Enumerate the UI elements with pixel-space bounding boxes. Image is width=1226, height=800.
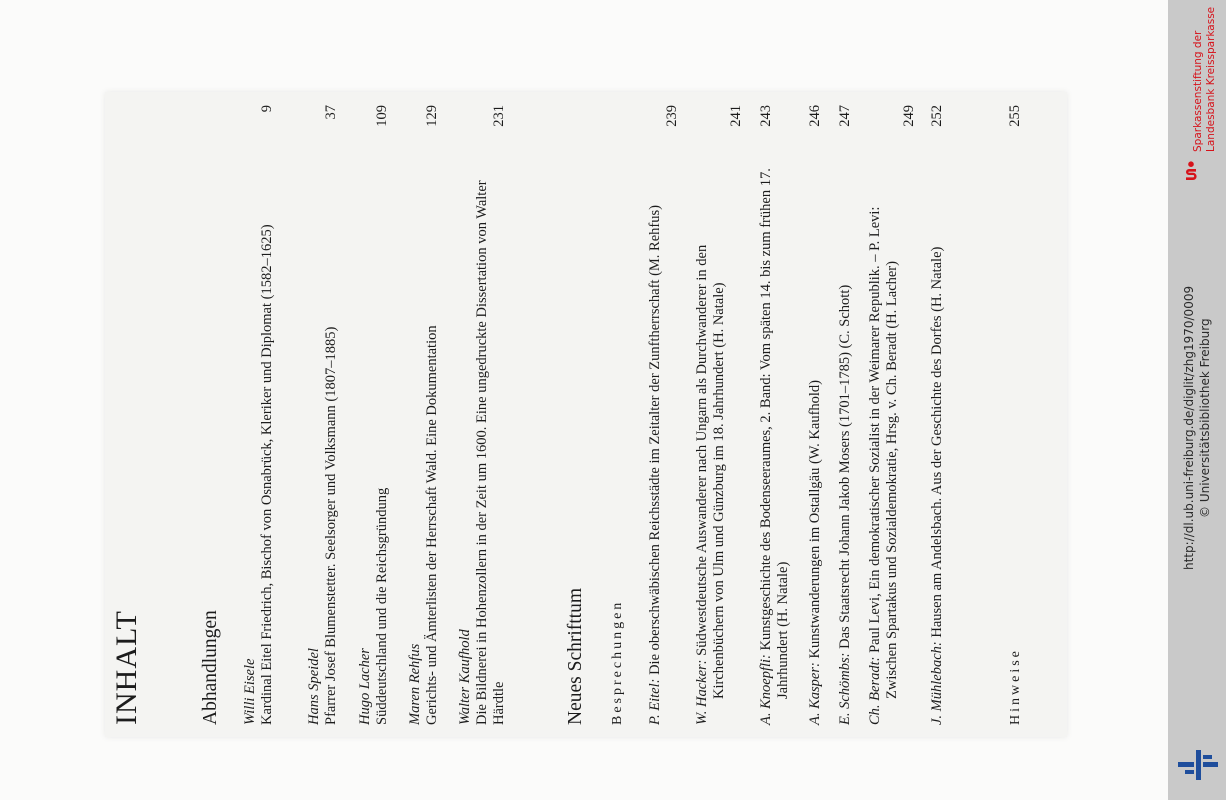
copyright-notice: © Universitätsbibliothek Freiburg: [1198, 318, 1212, 518]
hinweise-page: 255: [1007, 105, 1023, 127]
review-author: Ch. Beradt:: [867, 656, 883, 725]
review-author: A. Knoepfli:: [758, 654, 774, 725]
article-title: Kardinal Eitel Friedrich, Bischof von Osnabrück, Kleriker und Diplomat (1582–1625): [259, 224, 275, 725]
review-6: [867, 105, 917, 725]
review-author: A. Kasper:: [807, 662, 823, 725]
university-library-logo-icon: [1176, 748, 1220, 782]
review-title: Paul Levi, Ein demokratischer Sozialist in der Weimarer Republik. – P. Levi: Zwischen Spartakus und Sozialdemokratie, Hrsg. v. Ch. Beradt (H. Lacher): [867, 206, 900, 699]
article-5: [457, 105, 508, 725]
review-author: P. Eitel:: [647, 678, 663, 725]
review-5: [837, 105, 854, 725]
article-title: Süddeutschland und die Reichsgründung: [374, 487, 390, 725]
review-title: Die oberschwäbischen Reichsstädte im Zeitalter der Zunftherrschaft (M. Rehfus): [647, 205, 663, 675]
article-author: Hugo Lacher: [357, 648, 373, 725]
review-title: Das Staatsrecht Johann Jakob Mosers (1701–1785) (C. Schott): [837, 284, 853, 649]
review-1: [647, 105, 680, 725]
review-page: 252: [929, 105, 945, 127]
article-page: 37: [323, 105, 339, 120]
article-4: [407, 105, 441, 725]
section-hinweise: Hinweise: [1008, 648, 1023, 725]
review-title: Kunstwanderungen im Ostallgäu (W. Kaufhold): [807, 380, 823, 659]
review-page: 239: [664, 105, 680, 127]
section-besprechungen: Besprechungen: [610, 599, 625, 725]
hinweise-row: [1007, 105, 1024, 725]
review-3: [758, 105, 792, 725]
review-author: E. Schömbs:: [837, 652, 853, 725]
sparkasse-logo-icon: [1183, 161, 1199, 181]
article-2: [306, 105, 340, 725]
article-1: [242, 105, 276, 725]
article-title: Gerichts- und Ämterlisten der Herrschaft Wald. Eine Dokumentation: [424, 325, 440, 725]
rotated-content: [112, 105, 1052, 725]
sponsor-line-2: Landesbank Kreissparkasse: [1205, 6, 1217, 152]
article-author: Maren Rehfus: [407, 643, 423, 725]
review-author: J. Mühlebach:: [929, 641, 945, 725]
article-page: 129: [424, 105, 440, 127]
sponsor-line-1: Sparkassenstiftung der: [1192, 30, 1204, 152]
review-page: 246: [807, 105, 823, 127]
permalink-url[interactable]: http://dl.ub.uni-freiburg.de/diglit/zhg1970/0009: [1182, 285, 1196, 570]
section-neues-schrifttum: Neues Schrifttum: [565, 587, 586, 725]
review-page: 241: [728, 105, 744, 127]
review-author: W. Hacker:: [694, 659, 710, 725]
table-of-contents: [112, 105, 1052, 725]
section-abhandlungen: Abhandlungen: [200, 610, 221, 725]
review-4: [807, 105, 824, 725]
article-3: [357, 105, 391, 725]
article-title: Pfarrer Josef Blumenstetter. Seelsorger und Volksmann (1807–1885): [323, 326, 339, 725]
review-page: 249: [901, 105, 917, 127]
article-page: 9: [259, 105, 275, 113]
article-author: Hans Speidel: [306, 648, 322, 725]
review-7: [929, 105, 946, 725]
review-2: [694, 105, 744, 725]
page-title: INHALT: [110, 610, 143, 725]
article-page: 231: [491, 105, 507, 127]
article-page: 109: [374, 105, 390, 127]
review-title: Hausen am Andelsbach. Aus der Geschichte des Dorfes (H. Natale): [929, 246, 945, 638]
review-page: 243: [758, 105, 774, 127]
review-title: Kunstgeschichte des Bodenseeraumes, 2. Band: Vom späten 14. bis zum frühen 17. Jahrhundert (H. Natale): [758, 168, 791, 699]
article-title: Die Bildnerei in Hohenzollern in der Zeit um 1600. Eine ungedruckte Dissertation von Walter Härdtle: [474, 180, 507, 725]
review-page: 247: [837, 105, 853, 127]
article-author: Walter Kaufhold: [457, 629, 473, 725]
article-author: Willi Eisele: [242, 658, 258, 725]
review-title: Südwestdeutsche Auswanderer nach Ungarn als Durchwanderer in den Kirchenbüchern von Ulm und Günzburg im 18. Jahrhundert (H. Natale): [694, 244, 727, 699]
